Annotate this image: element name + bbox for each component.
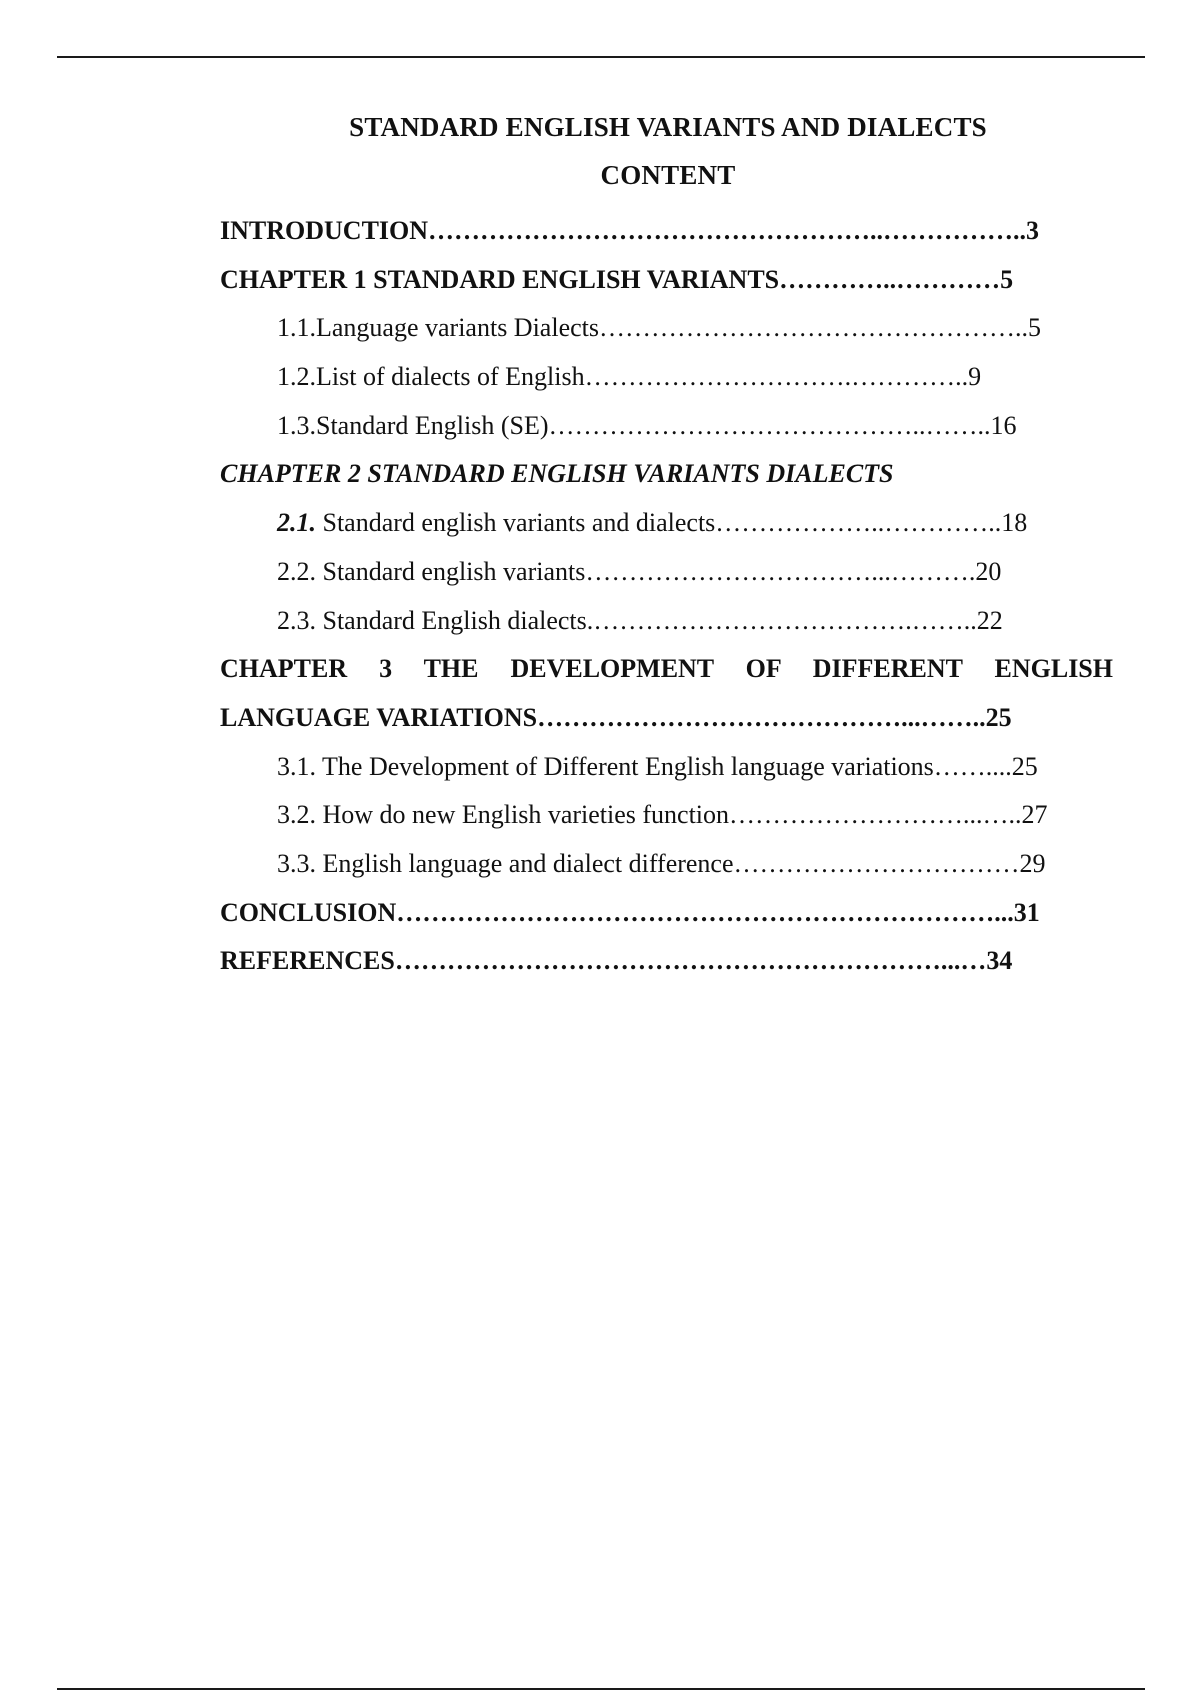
toc-section-2-1-number: 2.1. (277, 508, 316, 538)
toc-chapter-3-line-2: LANGUAGE VARIATIONS……………………………………...……..25 (220, 702, 1012, 732)
toc-section-3-3: 3.3. English language and dialect difference……………………………29 (277, 848, 1046, 878)
toc-chapter-2: CHAPTER 2 STANDARD ENGLISH VARIANTS DIALECTS (220, 459, 894, 489)
toc-chapter-3-line-1: CHAPTER 3 THE DEVELOPMENT OF DIFFERENT ENGLISH (220, 654, 1113, 684)
document-title: STANDARD ENGLISH VARIANTS AND DIALECTS (349, 112, 987, 142)
footer-rule (57, 1688, 1145, 1690)
header-rule (57, 56, 1145, 58)
toc-section-1-2: 1.2.List of dialects of English………………………….…………..9 (277, 362, 982, 392)
toc-section-2-1 (220, 500, 1113, 549)
table-of-contents (220, 208, 1113, 987)
content-heading: CONTENT (600, 160, 736, 190)
toc-conclusion: CONCLUSION……………………………………………………………...31 (220, 897, 1040, 927)
toc-references: REFERENCES………………………………………………………...…34 (220, 946, 1013, 976)
toc-section-1-1: 1.1.Language variants Dialects…………………………………………..5 (277, 313, 1041, 343)
toc-section-2-3: 2.3. Standard English dialects.……………………………….……..22 (277, 605, 1003, 635)
toc-chapter-1: CHAPTER 1 STANDARD ENGLISH VARIANTS…………..…………5 (220, 264, 1014, 294)
toc-section-2-2: 2.2. Standard english variants……………………………...……….20 (277, 556, 1002, 586)
toc-section-1-3: 1.3.Standard English (SE)……………………………………..……..16 (277, 410, 1017, 440)
toc-section-3-2: 3.2. How do new English varieties function………………………...…..27 (277, 800, 1048, 830)
toc-section-3-1: 3.1. The Development of Different English language variations……....25 (277, 751, 1038, 781)
toc-section-2-1-text: Standard english variants and dialects………………..…………..18 (316, 508, 1028, 538)
toc-introduction: INTRODUCTION……………………………………………..……………..3 (220, 216, 1040, 245)
